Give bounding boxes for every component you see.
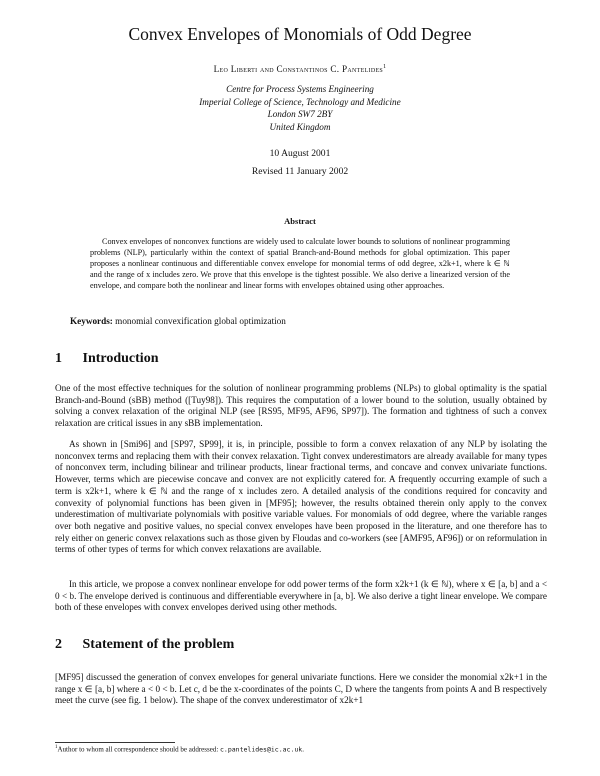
author-footnote-mark: 1 — [383, 64, 387, 70]
footnote-mark: 1 — [55, 745, 58, 750]
keywords-label: Keywords: — [70, 316, 113, 326]
footnote-divider — [55, 742, 175, 743]
paragraph: In this article, we propose a convex nonlinear envelope for odd power terms of the form x2k+1 (k ∈ ℕ), where x ∈ [a, b] and a < 0 < b. The envelope derived is continuous and differentiable everywhere in [a, b]. We also derive a tight linear envelope. We compare both of these envelopes with convex envelopes derived using other methods. — [55, 579, 547, 613]
date: 10 August 2001 — [269, 148, 331, 159]
footnote-email: c.pantelides@ic.ac.uk — [220, 745, 303, 754]
affiliation-line: Imperial College of Science, Technology and Medicine — [199, 96, 401, 107]
abstract-heading: Abstract — [284, 216, 316, 226]
affiliation-line: London SW7 2BY — [267, 109, 333, 120]
footnote-end: . — [302, 745, 304, 754]
revised-date: Revised 11 January 2002 — [251, 166, 349, 177]
paper-title: Convex Envelopes of Monomials of Odd Degree — [128, 24, 472, 44]
footnote — [55, 745, 547, 753]
footnote-text: Author to whom all correspondence should be addressed: — [57, 745, 221, 754]
abstract-text: Convex envelopes of nonconvex functions are widely used to calculate lower bounds to solutions of nonlinear programming problems (NLP), particularly within the context of spatial Branch-and-Bound methods for global optimization. This paper proposes a nonlinear continuous and differentiable convex envelope for monomial terms of odd degree, x2k+1, where k ∈ ℕ and the range of x includes zero. We prove that this envelope is the tightest possible. We also derive a linearized version of the envelope, and compare both the nonlinear and linear forms with envelopes obtained using other approaches. — [90, 237, 510, 290]
section-number: 1 — [55, 351, 62, 366]
section-title: Statement of the problem — [82, 637, 235, 652]
section-heading-introduction — [55, 351, 158, 367]
section-title: Introduction — [82, 351, 159, 366]
keywords — [70, 316, 530, 326]
authors: Leo Liberti and Constantinos C. Pantelides — [213, 64, 384, 75]
section-number: 2 — [55, 637, 62, 652]
keywords-text: monomial convexification global optimization — [115, 316, 286, 326]
affiliation — [0, 83, 600, 133]
paragraph: [MF95] discussed the generation of convex envelopes for general univariate functions. Here we consider the monomial x2k+1 in the range x ∈ [a, b] where a < 0 < b. Let c, d be the x-coordinates of the points C, D where the tangents from points A and B respectively meet the curve (see fig. 1 below). The shape of the convex underestimator of x2k+1 — [55, 672, 547, 706]
paragraph: One of the most effective techniques for the solution of nonlinear programming problems (NLPs) to global optimality is the spatial Branch-and-Bound (sBB) method ([Tuy98]). This requires the computation of a lower bound to the solution, usually obtained by solving a convex relaxation of the original NLP (see [RS95, MF95, AF96, SP97]). The formation and tightness of such a convex relaxation are critical issues in any sBB implementation. — [55, 383, 547, 429]
paragraph: As shown in [Smi96] and [SP97, SP99], it is, in principle, possible to form a convex relaxation of any NLP by isolating the nonconvex terms and replacing them with their convex relaxation. Tight convex underestimators are already available for many types of nonconvex term, including bilinear and trilinear products, linear fractional terms, and concave and convex univariate functions. However, terms which are piecewise concave and convex are not explicitly catered for. A frequently occurring example of such a term is x2k+1, where k ∈ ℕ and the range of x includes zero. A detailed analysis of the conditions required for concavity and convexity of polynomial functions has been given in [MF95]; however, the results obtained therein only apply to the convex underestimation of multivariate polynomials with positive variable values. For monomials of odd degree, where the variable ranges over both negative and positive values, no special convex envelopes have been proposed in the literature, and one therefore has to rely either on generic convex relaxations such as those given by Floudas and co-workers (see [AMF95, AF96]) or on reformulation in terms of other types of terms for which convex relaxations are available. — [55, 439, 547, 555]
affiliation-line: Centre for Process Systems Engineering — [226, 84, 374, 94]
section-heading-statement — [55, 637, 234, 653]
author-line — [0, 64, 600, 74]
affiliation-line: United Kingdom — [269, 121, 331, 132]
